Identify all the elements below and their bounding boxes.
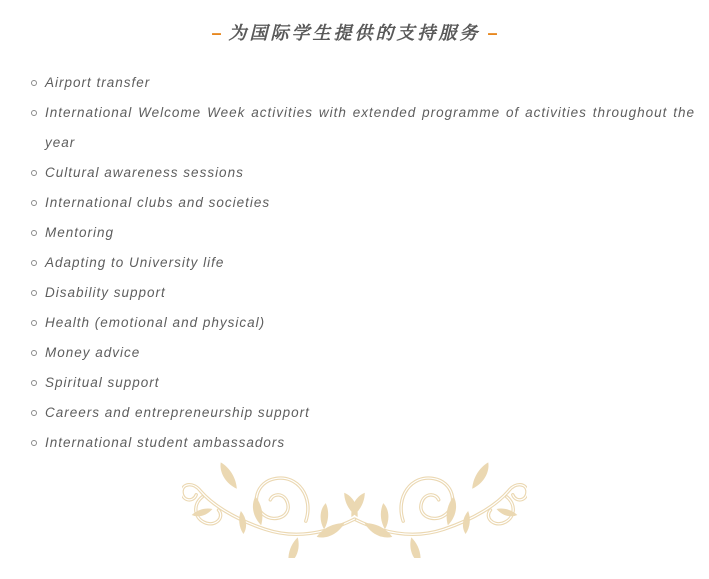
page-title — [0, 22, 709, 44]
list-item: Airport transfer — [45, 68, 695, 98]
title-dash-left: – — [211, 23, 222, 43]
list-item: Adapting to University life — [45, 248, 695, 278]
services-list — [0, 68, 709, 458]
page-title-text: 为国际学生提供的支持服务 — [228, 23, 481, 43]
list-item: Spiritual support — [45, 368, 695, 398]
list-item: International Welcome Week activities with extended programme of activities throughout the year — [45, 98, 695, 158]
list-item: Disability support — [45, 278, 695, 308]
list-item: Health (emotional and physical) — [45, 308, 695, 338]
list-item: International clubs and societies — [45, 188, 695, 218]
list-item: Cultural awareness sessions — [45, 158, 695, 188]
list-item: Careers and entrepreneurship support — [45, 398, 695, 428]
list-item: Money advice — [45, 338, 695, 368]
list-item: Mentoring — [45, 218, 695, 248]
list-item: International student ambassadors — [45, 428, 695, 458]
floral-flourish-icon — [182, 462, 527, 558]
title-dash-right: – — [487, 23, 498, 43]
